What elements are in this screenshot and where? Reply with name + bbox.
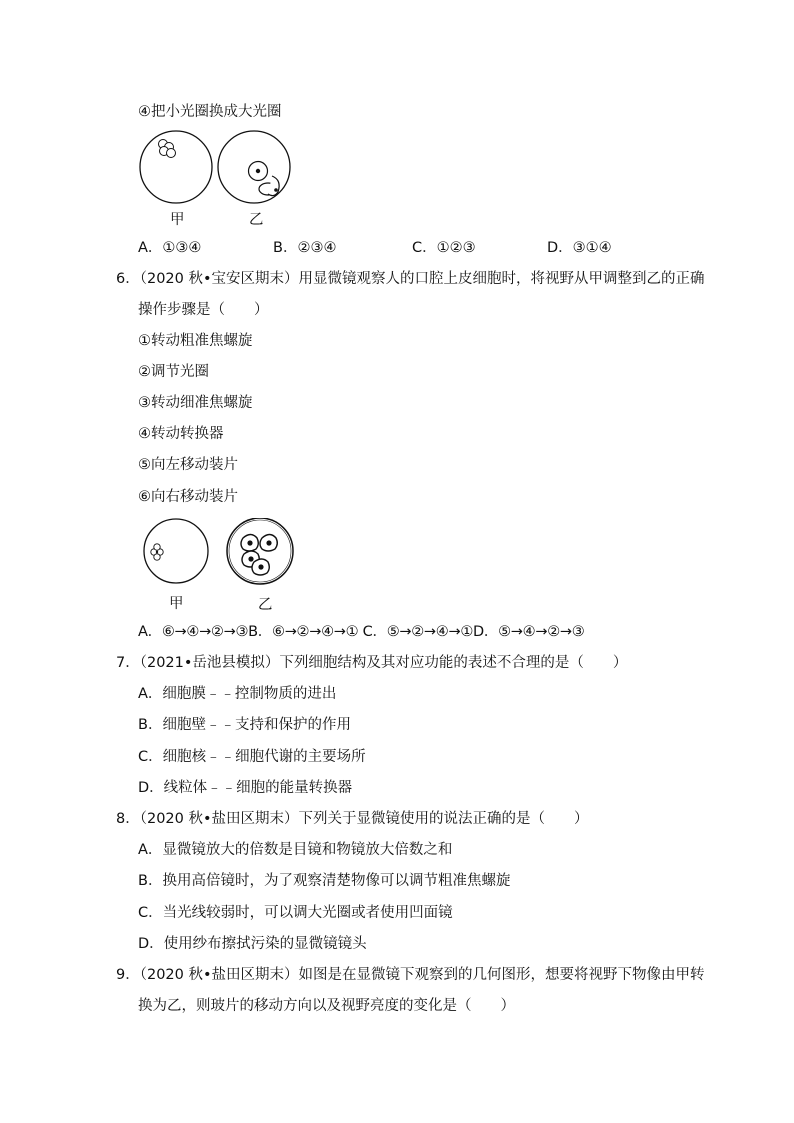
q6-cell	[154, 544, 160, 550]
q6-figure	[140, 518, 300, 588]
q6-nucleus	[247, 540, 252, 545]
q7-stem: 7．（2021•岳池县模拟）下列细胞结构及其对应功能的表述不合理的是（ ）	[116, 655, 628, 671]
q6-step-5: ⑤向左移动装片	[138, 457, 238, 473]
q5-nucleus	[274, 188, 278, 192]
q5-cell	[167, 149, 176, 158]
q6-nucleus	[266, 540, 271, 545]
q5-label-yi: 乙	[249, 212, 264, 228]
q6-step-2: ②调节光圈	[138, 364, 209, 380]
q7-option-d: D．线粒体﹣﹣细胞的能量转换器	[138, 780, 353, 796]
q5-label-jia: 甲	[170, 212, 185, 228]
q6-nucleus	[258, 564, 263, 569]
q6-step-6: ⑥向右移动装片	[138, 489, 238, 505]
q6-cell	[154, 554, 160, 560]
q5-option-d: D．③①④	[547, 240, 612, 256]
q8-option-d: D．使用纱布擦拭污染的显微镜镜头	[138, 936, 367, 952]
q5-option-b: B．②③④	[273, 240, 337, 256]
q8-option-b: B．换用高倍镜时，为了观察清楚物像可以调节粗准焦螺旋	[138, 873, 511, 889]
q9-stem-line2: 换为乙，则玻片的移动方向以及视野亮度的变化是（ ）	[138, 998, 515, 1014]
q5-nucleus	[256, 169, 260, 173]
q6-options: A．⑥→④→②→③B．⑥→②→④→① C．⑤→②→④→①D．⑤→④→②→③	[138, 624, 585, 640]
q6-step-1: ①转动粗准焦螺旋	[138, 333, 253, 349]
q8-stem: 8．（2020 秋•盐田区期末）下列关于显微镜使用的说法正确的是（ ）	[116, 811, 589, 827]
q8-option-c: C．当光线较弱时，可以调大光圈或者使用凹面镜	[138, 905, 453, 921]
q6-nucleus	[248, 556, 253, 561]
q8-option-a: A．显微镜放大的倍数是目镜和物镜放大倍数之和	[138, 842, 453, 858]
q6-step-4: ④转动转换器	[138, 426, 224, 442]
q6-label-yi: 乙	[258, 597, 273, 613]
q5-option-a: A．①③④	[138, 240, 202, 256]
q6-stem-line2: 操作步骤是（ ）	[138, 302, 269, 318]
q6-step-3: ③转动细准焦螺旋	[138, 395, 253, 411]
q7-option-c: C．细胞核﹣﹣细胞代谢的主要场所	[138, 749, 366, 765]
q7-option-b: B．细胞壁﹣﹣支持和保护的作用	[138, 717, 351, 733]
q5-step4: ④把小光圈换成大光圈	[138, 104, 282, 120]
q5-field-jia	[140, 131, 212, 203]
q6-stem-line1: 6．（2020 秋•宝安区期末）用显微镜观察人的口腔上皮细胞时，将视野从甲调整到乙的正确	[116, 271, 705, 287]
q6-nucleus	[156, 551, 158, 553]
q5-figure	[136, 128, 296, 208]
q6-label-jia: 甲	[169, 596, 184, 612]
q7-option-a: A．细胞膜﹣﹣控制物质的进出	[138, 686, 337, 702]
q9-stem-line1: 9．（2020 秋•盐田区期末）如图是在显微镜下观察到的几何图形，想要将视野下物像由甲转	[116, 967, 705, 983]
q5-option-c: C．①②③	[412, 240, 476, 256]
